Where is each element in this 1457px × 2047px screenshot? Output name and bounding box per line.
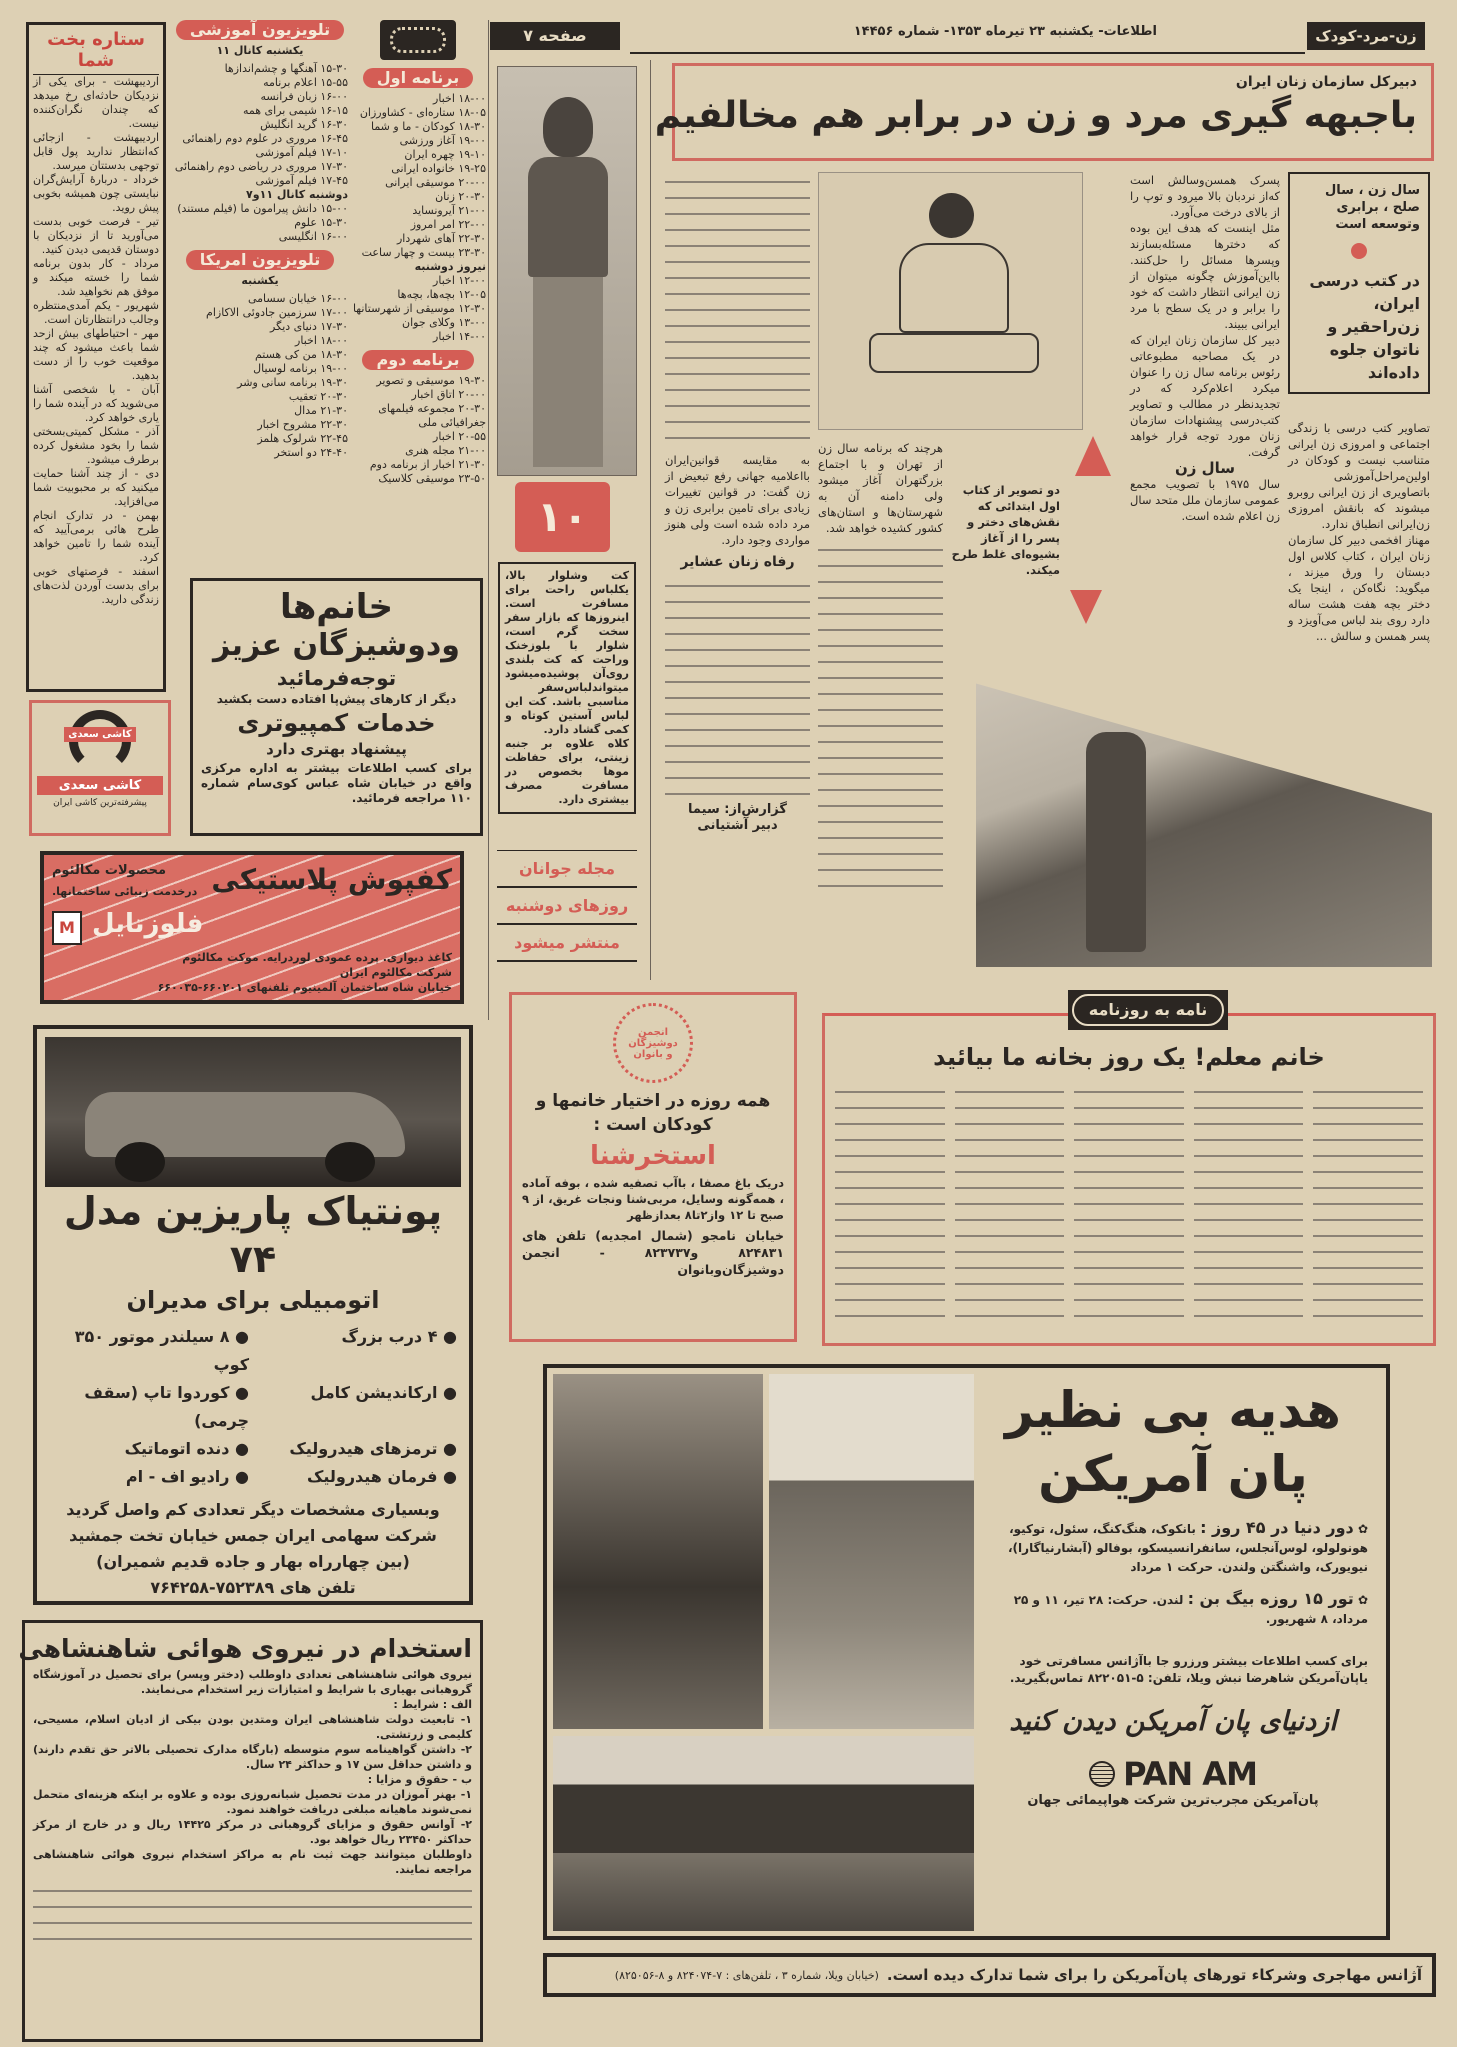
fashion-caption-box [498,562,636,814]
tv-listings-secondary [172,20,348,460]
tv-item: ۱۹-۳۰ موسیقی و تصویر [376,374,486,387]
tv-item: ۲۰-۳۰ تعقیب [288,390,348,403]
horoscope-entry: تیر - فرصت خوبی بدست می‌آورید تا از نزدیکان با دوستان قدیمی دیدن کنید. [33,215,159,256]
tv-item: دوشنبه کانال ۱۱و۷ [246,188,348,201]
pool-line: همه روزه در اختیار خانمها و کودکان است : [535,1091,771,1135]
tile-brand: کاشی سعدی [37,776,163,795]
tv-item: ۱۶-۳۰ گرید انگلیش [260,118,348,131]
tv-item: ۱۸-۰۰ اخبار [295,334,348,347]
article-headline: باجبهه گیری مرد و زن در برابر هم مخالفیم [654,95,1417,136]
article-paragraph: پسرک همسن‌وسالش است که‌از نردبان بالا میرود و توپ را از بالای درخت می‌آورد. [1130,173,1280,219]
pontiac-footer: (بین چهارراه بهار و جاده قدیم شمیران) [96,1552,410,1571]
airforce-text: ب - حقوق و مزایا : [367,1773,472,1786]
fashion-caption: کت وشلوار بالا، یکلباس راحت برای مسافرت است. اینروزها که بازار سفر سخت گرم است، شلوار با بلوزخنک وراحت که کت بلندی روی‌آن پوشیده‌میشود میتواندلباس‌سفر مناسبی باشد. کت این لباس آستین کوتاه و کمی گشاد دارد. [505,569,629,736]
feature-item: ● فرمان هیدرولیک [306,1467,457,1486]
feature-item: ● ارکاندیشن کامل [310,1383,457,1402]
tv-item: ۱۹-۰۰ برنامه لوسیال [253,362,348,375]
tv-educational-items [172,62,348,244]
airforce-text: ۲- آوانس حقوق و مزایای گروهبانی در مرکز ۱۴۴۲۵ ریال و در خارج از مرکز حداکثر ۲۳۴۵۰ ریال خواهد بود. [33,1818,472,1846]
article-col-1 [1288,420,1430,644]
pontiac-ad [33,1025,473,1605]
tv-item: ۲۴-۴۰ دو استخر [274,446,348,459]
letters-section-label [1068,990,1228,1030]
tv-item: ۱۶-۴۵ مروری در علوم دوم راهنمائی [182,132,348,145]
computer-services-ad [190,578,483,836]
column-rule [650,60,651,980]
tv-item: ۱۷-۱۰ فیلم آموزشی [255,146,348,159]
tile-footer: پیشرفته‌ترین کاشی ایران [53,798,147,808]
tv-item: ۲۰-۳۰ مجموعه فیلمهای جغرافیائی ملی [378,402,486,429]
tv-item: ۱۶-۰۰ زبان فرانسه [260,90,348,103]
pontiac-phone: تلفن های ۷۵۲۳۸۹-۷۶۴۲۵۸ [150,1578,356,1597]
sidebar-top-text: سال زن ، سال صلح ، برابری وتوسعه است [1325,183,1420,232]
travel-photo-3 [553,1736,974,1931]
horoscope-entry: آبان - با شخصی آشنا می‌شوید که در آینده شما را یاری خواهد کرد. [33,383,159,424]
article-subhead: سال زن [1174,459,1236,477]
pontiac-headline: پونتیاک پاریزین مدل ۷۴ [63,1189,443,1281]
tv-item: ۱۷-۳۰ دنیای دیگر [270,320,348,333]
article-subhead: رفاه زنان عشایر [680,554,795,570]
flooring-sub: محصولات مکالئوم [52,863,167,878]
article-paragraph: مهناز افخمی دبیر کل سازمان زنان ایران ، کتاب کلاس اول دبستان را ورق میزند ، میگوید: نگاه‌کن ، اینجا یک دختر بچه هفت هشت ساله دارد روی بند لباس می‌آویزد و پسر همسن و سالش ... [1288,533,1430,643]
tv-item: ۲۰-۰۰ اتاق اخبار [411,388,486,401]
section-label: زن-مرد-کودک [1307,22,1425,50]
ad-line: پیشنهاد بهتری دارد [266,740,407,758]
tv-item: ۱۲-۳۰ موسیقی از شهرستانها [352,302,486,315]
tv-item: ۲۲-۳۰ مشروح اخبار [257,418,348,431]
pontiac-footer: وبسیاری مشخصات دیگر تعدادی کم واصل گردید [66,1500,440,1519]
tv-item: ۱۵-۰۰ دانش پیرامون ما (فیلم مستند) [177,202,348,215]
tv-item: ۲۱-۳۰ اخبار از برنامه دوم [369,458,486,471]
tour-1: ✿ دور دنیا در ۴۵ روز : بانکوک، هنگ‌کنگ، سئول، توکیو، هونولولو، لوس‌آنجلس، سانفرانسیسکو، بوفالو (آبشارنیاگارا)، نیویورک، واشنگتن ولندن. حرکت ۱ مرداد [1008,1518,1368,1574]
header-rule [630,52,1305,54]
promo-line: منتشر میشود [497,925,637,962]
ad-line: خدمات کمپیوتری [237,709,436,737]
tv-educational-day: یکشنبه کانال ۱۱ [216,44,304,57]
airforce-text: ۲- داشتن گواهینامه سوم متوسطه (بارگاه مدارک تحصیلی بالاتر حق تقدم دارند) و داشتن حداقل سن ۱۷ و حداکثر ۲۴ سال. [33,1743,472,1771]
tv-item: ۱۷-۳۰ مروری در ریاضی دوم راهنمائی [174,160,348,173]
tv-item: ۲۱-۰۰ آیرونساید [412,204,486,217]
travel-photo-2 [769,1374,974,1729]
tv-item: ۱۲-۰۰ اخبار [433,274,486,287]
letters-box [822,1013,1436,1346]
flooring-address: خیابان شاه ساختمان آلمینیوم تلفنهای ۶۶۰۲۰۱-۶۶۰۰۳۵ [157,981,452,994]
travel-photo-1 [553,1374,763,1729]
tv-item: ۱۶-۱۵ شیمی برای همه [242,104,348,117]
flooring-headline: کفپوش پلاستیکی [211,863,452,896]
horoscope-entry: دی - از چند آشنا حمایت میکنید که بر محبوبیت شما می‌افزاید. [33,467,159,508]
tv-item: ۱۷-۰۰ سرزمین جادوئی الاکازام [206,306,348,319]
tv-item: ۲۲-۳۰ آهای شهردار [396,232,486,245]
article-col-4 [665,172,810,834]
tv-item: ۱۸-۳۰ من کی هستم [254,348,348,361]
letters-body [835,1082,1423,1322]
arrow-up-icon [1075,436,1111,476]
horoscope-entry: خرداد - دربارهٔ آرایش‌گران نبایستی چون همیشه بخوبی پیش روید. [33,173,159,214]
tile-ad [29,700,171,836]
article-headline-box [654,63,1434,161]
horoscope-entry: مرداد - کار بدون برنامه شما را خسته میکند و موفق هم نخواهید شد. [33,257,159,298]
swimming-pool-ad [509,992,797,1342]
panam-logo: PAN AM [1123,1755,1257,1793]
tv-program1-title: برنامه اول [363,68,473,88]
airforce-body-text [33,1881,472,1941]
letters-headline: خانم معلم! یک روز بخانه ما بیائید [933,1043,1325,1071]
tv-item: نیروز دوشنبه [414,260,486,273]
horoscope-title: ستاره بخت شما [33,29,159,75]
flooring-sub: درخدمت زیبائی ساختمانها. [52,885,198,898]
panam-contact: برای کسب اطلاعات بیشتر ورزرو جا باآژانس مسافرتی خود یاپان‌آمریکن شاهرضا نبش ویلا، تلفن: ۵-۸۲۲۰۵۱ تماس‌بگیرید. [1009,1654,1368,1685]
article-paragraph: هرچند که برنامه سال زن از تهران و با اجتماع بزرگتهران آغاز میشود ولی دامنه آن به شهرستان‌ها و استان‌های کشور کشیده خواهد شد. [818,441,943,535]
tv-america-items [172,292,348,460]
feature-item: ● کوردوا تاپ (سقف چرمی) [84,1383,249,1430]
panam-agency-banner [543,1953,1436,1997]
pool-desc: دریک باغ مصفا ، باآب تصفیه شده ، بوفه آماده ، همه‌گونه وسایل، مربی‌شنا ونجات غریق، از ۹ صبح تا ۱۲ واز۲تا۸ بعدازظهر [522,1176,784,1222]
tile-logo-icon [69,710,131,772]
feature-item: ● رادیو اف - ام [125,1467,249,1486]
flooring-ad [40,851,464,1004]
tv-program2-items [350,374,486,486]
article-sidebar-box [1288,172,1430,394]
textbook-illustration [818,172,1083,430]
tv-item: ۱۳-۰۰ وکلای جوان [402,316,486,329]
ad-line: برای کسب اطلاعات بیشتر به اداره مرکزی واقع در خیابان شاه عباس کوی‌سام شماره ۱۱۰ مراجعه فرمائید. [201,761,472,805]
flooring-logo-icon: M [52,911,82,945]
column-rule [488,20,489,1020]
horoscope-entry: اسفند - فرصتهای خوبی برای بدست آوردن لذت‌های زندگی دارید. [33,565,159,606]
pontiac-subhead: اتومبیلی برای مدیران [126,1286,380,1314]
fashion-logo: ۱۰ [515,482,610,552]
tv-item: ۲۳-۵۰ موسیقی کلاسیک [378,472,486,485]
tv-item: ۱۵-۵۵ اعلام برنامه [263,76,348,89]
flooring-products: کاغذ دیواری. پرده عمودی لوردرایه. موکت مکالئوم [182,951,452,964]
red-dot-icon [1351,243,1367,259]
banner-main: آژانس مهاجری وشرکاء تورهای پان‌آمریکن را برای شما تدارک دیده است. [886,1966,1422,1984]
horoscope-box [26,22,166,692]
tv-item: ۲۳-۳۰ بیست و چهار ساعت [361,246,486,259]
tv-item: ۲۰-۵۵ اخبار [433,430,486,443]
panam-globe-icon [1089,1761,1115,1787]
ad-line: ودوشیزگان عزیز [213,628,460,663]
tv-america-day: یکشنبه [241,274,279,287]
tv-item: ۲۱-۳۰ مدال [294,404,348,417]
article-paragraph: به مقایسه قوانین‌ایران بااعلامیه جهانی رفع تبعیض از زن گفت: در قوانین تغییرات زیادی برای تامین برابری زن و مرد داده شده است ولی هنوز مواردی وجود دارد. [665,453,810,547]
article-paragraph: تصاویر کتب درسی با زندگی اجتماعی و امروزی زن ایرانی متناسب نیست و کودکان در اولین‌مراحل‌آموزشی باتصاویری از زن ایرانی روبرو میشوند که بانقش امروزی زن‌ایرانی انطباق ندارد. [1288,421,1430,531]
tv-item: ۱۶-۰۰ انگلیسی [278,230,348,243]
tv-item: ۲۰-۰۰ موسیقی ایرانی [385,176,486,189]
panam-tagline: پان‌آمریکن مجرب‌ترین شرکت هواپیمائی جهان [1027,1793,1319,1808]
tv-logo [380,20,456,60]
tv-listings-main [350,20,486,486]
letters-label-text: نامه به روزنامه [1072,994,1224,1026]
tv-item: ۱۸-۳۰ کودکان - ما و شما [370,120,486,133]
article-paragraph: سال ۱۹۷۵ با تصویب مجمع عمومی سازمان ملل متحد سال زن اعلام شده است. [1130,477,1280,523]
page-number: صفحه ۷ [490,22,620,50]
tv-item: ۱۸-۰۵ ستاره‌ای - کشاورزان [359,106,486,119]
article-paragraph: مثل اینست که هدف این بوده که دخترها مسئله‌بسازند وپسرها مسائل را حل‌کنند. بااین‌آموزش چگونه میتوان از زن ایرانی انتظار داشت که خود را برابر و در یک سطح با مرد ایرانی ببیند. [1130,221,1280,331]
tv-item: ۲۱-۰۰ مجله هنری [405,444,486,457]
fashion-caption: کلاه علاوه بر جنبه زینتی، برای حفاظت موها بخصوص در مسافرت مصرف بیشتری دارد. [505,737,629,806]
horoscope-entry: اردیبهشت - ازجائی که‌انتظار ندارید پول قابل توجهی بدستتان میرسد. [33,131,159,172]
pontiac-footer: شرکت سهامی ایران جمس خیابان تخت جمشید [69,1526,437,1545]
flooring-brand: فلوزتایل [92,909,204,939]
tile-logo-text: کاشی سعدی [64,727,136,742]
ad-line: توجه‌فرمائید [276,666,397,690]
promo-line: مجله جوانان [497,850,637,888]
tv-item: ۲۲-۴۵ شرلوک هلمز [257,432,348,445]
flower-bullet-icon: ✿ [1353,1522,1368,1536]
tv-program1-items [350,92,486,344]
tv-item: ۱۶-۰۰ خیابان سسامی [247,292,348,305]
tv-item: ۱۹-۲۵ خانواده ایرانی [391,162,486,175]
panam-headline: پان آمریکن [1038,1445,1308,1503]
airforce-text: الف : شرایط : [393,1698,472,1711]
tv-educational-title: تلویزیون آموزشی [176,20,344,40]
tv-item: ۱۷-۴۵ فیلم آموزشی [255,174,348,187]
article-col-2 [1130,172,1280,524]
arrow-down-icon [1070,590,1102,624]
panam-headline: هدیه بی نظیر [1005,1381,1341,1439]
tv-item: ۲۰-۳۰ زنان [435,190,486,203]
banner-detail: (خیابان ویلا، شماره ۳ ، تلفن‌های : ۷-۸۲۴۰۷۴ و ۸-۸۲۵۰۵۶) [614,1968,879,1982]
horoscope-list [33,75,159,607]
byline: گزارش‌از: سیما [688,802,787,817]
pontiac-features [45,1323,461,1491]
panam-ad [543,1364,1390,1940]
ad-line: خانم‌ها [279,587,394,627]
pool-name: استخرشنا [590,1141,716,1171]
car-photo [45,1037,461,1187]
ad-line: دیگر از کارهای پیش‌پا افتاده دست بکشید [216,692,457,706]
byline-name: دبیر آشتیانی [697,818,778,833]
tv-item: ۱۵-۳۰ آهنگها و چشم‌اندازها [224,62,348,75]
tour-2: ✿ تور ۱۵ روزه بیگ بن : لندن. حرکت: ۲۸ تیر، ۱۱ و ۲۵ مرداد، ۸ شهریور. [1013,1589,1368,1626]
tv-america-title: تلویزیون امریکا [186,250,334,270]
airforce-recruitment-ad [18,1620,483,2042]
dateline: اطلاعات- یکشنبه ۲۳ تیرماه ۱۳۵۳- شماره ۱۴۴۵۶ [853,24,1157,39]
article-kicker: دبیرکل سازمان زنان ایران [1235,74,1417,90]
tv-item: ۱۹-۳۰ برنامه سانی وشر [237,376,348,389]
magazine-promo [497,850,637,962]
promo-line: روزهای دوشنبه [497,888,637,925]
airforce-text: داوطلبان میتوانند جهت ثبت نام به مراکز استخدام نیروی هوائی شاهنشاهی مراجعه نمایند. [33,1848,472,1876]
horoscope-entry: اردیبهشت - برای یکی از نزدیکان حادثه‌ای رخ میدهد که چندان نگران‌کننده نیست. [33,75,159,130]
airforce-text: ۱- بهنر آموزان در مدت تحصیل شبانه‌روزی بوده و علاوه بر اینکه هزینه‌ای متحمل نمی‌شوند ماهیانه مبلغی دریافت خواهند نمود. [33,1788,472,1816]
feature-item: ● ترمزهای هیدرولیک [289,1439,457,1458]
article-col-3 [818,440,943,900]
tv-item: ۱۵-۳۰ علوم [294,216,348,229]
flooring-company: شرکت مکالئوم ایران [339,966,452,979]
club-badge-icon: انجمن دوشیزگان و بانوان [613,1003,693,1083]
article-paragraph: دبیر کل سازمان زنان ایران که در یک مصاحبه مطبوعاتی رئوس برنامه سال زن را عنوان میکرد اعلام‌کرد که در تجدیدنظر در مطالب و تصاویر کتب‌درسی پیشنهادات سازمان زنان مورد توجه قرار خواهد گرفت. [1130,333,1280,459]
tv-item: ۱۸-۰۰ اخبار [433,92,486,105]
tv-item: ۱۴-۰۰ اخبار [433,330,486,343]
panam-slogan: ازدنیای پان آمریکن دیدن کنید [1009,1706,1337,1737]
horoscope-entry: آذر - مشکل کمیتی‌بسختی شما را بخود مشغول کرده برطرف میشود. [33,425,159,466]
feature-item: ● ۴ درب بزرگ [341,1327,457,1346]
horoscope-entry: شهریور - یکم آمدی‌منتظره وجالب درانتظارتان است. [33,299,159,326]
airforce-text: ۱- تابعیت دولت شاهنشاهی ایران ومتدین بودن بیکی از ادیان اسلام، مسیحی، کلیمی و زرتشتی. [33,1713,472,1741]
pool-address: خیابان نامجو (شمال امجدیه) تلفن های ۸۲۴۸۳۱ و۸۲۳۷۳۷ - انجمن دوشیزگان‌وبانوان [522,1228,785,1277]
image-caption: دو تصویر از کتاب اول ابتدائی که نقش‌های دختر و پسر را از آغاز بشیوه‌ای غلط طرح میکند. [951,483,1060,577]
tv-item: ۱۹-۰۰ آغاز ورزشی [399,134,486,147]
horoscope-entry: مهر - احتیاطهای بیش ازحد شما باعث میشود که چند موقعیت خوب را از دست بدهید. [33,327,159,382]
tv-program2-title: برنامه دوم [362,350,473,370]
tv-item: ۲۲-۰۰ امر امروز [410,218,486,231]
flower-bullet-icon: ✿ [1353,1593,1368,1607]
feature-item: ● دنده اتوماتیک [124,1439,249,1458]
feature-item: ● ۸ سیلندر موتور ۳۵۰ کوپ [74,1327,249,1374]
tv-item: ۱۹-۱۰ چهره ایران [404,148,486,161]
tv-item: ۱۲-۰۵ بچه‌ها، بچه‌ها [397,288,486,301]
horoscope-entry: بهمن - در تدارک انجام طرح هائی برمی‌آیید که آینده شما را تامین خواهد کرد. [33,509,159,564]
airforce-text: نیروی هوائی شاهنشاهی تعدادی داوطلب (دختر وپسر) برای تحصیل در آموزشگاه گروهبانی بهیاری با شرایط و امتیازات زیر استخدام می‌نمایند. [33,1668,472,1696]
sidebar-main-text: در کتب درسی ایران، زن‌راحقیر و ناتوان جلوه داده‌اند [1309,271,1420,382]
fashion-photo [497,66,637,476]
airforce-title: استخدام در نیروی هوائی شاهنشاهی [18,1634,472,1663]
